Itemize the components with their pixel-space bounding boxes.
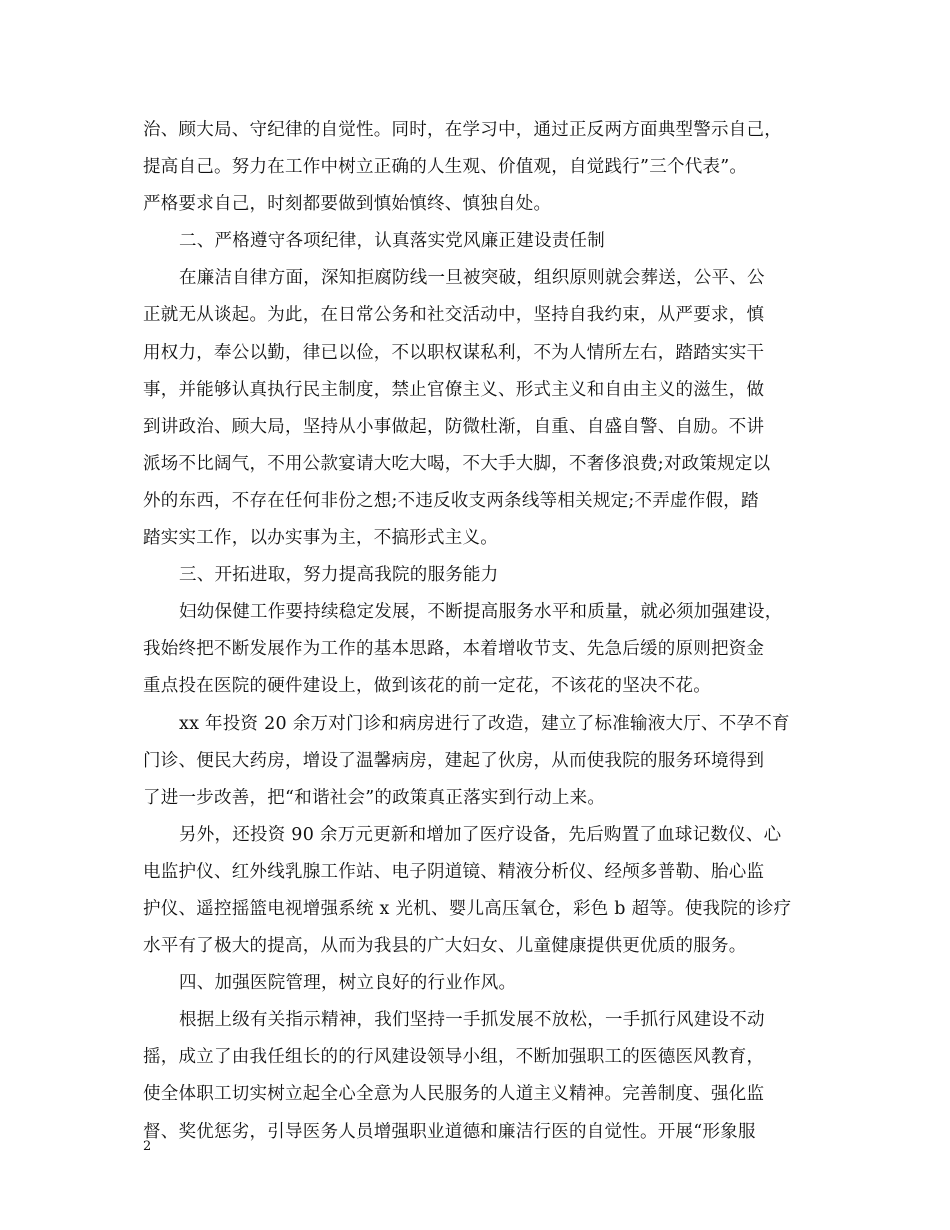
text-line: 正就无从谈起。为此，在日常公务和社交活动中，坚持自我约束，从严要求，慎 (143, 305, 765, 326)
text-line: 门诊、便民大药房，增设了温馨病房，建起了伙房，从而使我院的服务环境得到 (143, 750, 765, 771)
section-heading: 三、开拓进取，努力提高我院的服务能力 (179, 565, 499, 586)
text-line: 派场不比阔气，不用公款宴请大吃大喝，不大手大脚，不奢侈浪费;对政策规定以 (143, 453, 771, 474)
text-line: 提高自己。努力在工作中树立正确的人生观、价值观，自觉践行”三个代表”。 (143, 157, 748, 178)
text-line: 水平有了极大的提高，从而为我县的广大妇女、儿童健康提供更优质的服务。 (143, 936, 747, 957)
section-heading: 二、严格遵守各项纪律，认真落实党风廉正建设责任制 (179, 231, 605, 252)
text-line: 我始终把不断发展作为工作的基本思路，本着增收节支、先急后缓的原则把资金 (143, 639, 765, 660)
text-line: 了进一步改善，把“和谐社会”的政策真正落实到行动上来。 (143, 787, 606, 808)
text-line: 电监护仪、红外线乳腺工作站、电子阴道镜、精液分析仪、经颅多普勒、胎心监 (143, 861, 765, 882)
text-line: 妇幼保健工作要持续稳定发展，不断提高服务水平和质量，就必须加强建设， (179, 602, 783, 623)
text-line: 另外，还投资 90 余万元更新和增加了医疗设备，先后购置了血球记数仪、心 (179, 824, 782, 845)
text-line: 护仪、遥控摇篮电视增强系统 x 光机、婴儿高压氧仓，彩色 b 超等。使我院的诊疗 (143, 898, 792, 919)
text-line: 根据上级有关指示精神，我们坚持一手抓发展不放松，一手抓行风建设不动 (179, 1010, 765, 1031)
text-line: 严格要求自己，时刻都要做到慎始慎终、慎独自处。 (143, 194, 552, 215)
text-line: 到讲政治、顾大局，坚持从小事做起，防微杜渐，自重、自盛自警、自励。不讲 (143, 416, 765, 437)
text-line: 治、顾大局、守纪律的自觉性。同时，在学习中，通过正反两方面典型警示自己， (143, 120, 782, 140)
page-number: 2 (143, 1139, 152, 1154)
text-line: 使全体职工切实树立起全心全意为人民服务的人道主义精神。完善制度、强化监 (143, 1084, 765, 1105)
text-line: 摇，成立了由我任组长的的行风建设领导小组，不断加强职工的医德医风教育， (143, 1047, 765, 1068)
text-line: 用权力，奉公以勤，律已以俭，不以职权谋私利，不为人情所左右，踏踏实实干 (143, 342, 765, 363)
section-heading: 四、加强医院管理，树立良好的行业作风。 (179, 973, 517, 994)
text-line: xx 年投资 20 余万对门诊和病房进行了改造，建立了标准输液大厅、不孕不育 (179, 713, 790, 734)
text-line: 督、奖优惩劣，引导医务人员增强职业道德和廉洁行医的自觉性。开展“形象服 (143, 1121, 756, 1142)
text-line: 在廉洁自律方面，深知拒腐防线一旦被突破，组织原则就会葬送，公平、公 (179, 268, 765, 289)
text-line: 踏实实工作，以办实事为主，不搞形式主义。 (143, 528, 498, 549)
text-line: 重点投在医院的硬件建设上，做到该花的前一定花，不该花的坚决不花。 (143, 676, 711, 697)
document-body (143, 112, 823, 1151)
text-line: 事，并能够认真执行民主制度，禁止官僚主义、形式主义和自由主义的滋生，做 (143, 379, 765, 400)
text-line: 外的东西，不存在任何非份之想;不违反收支两条线等相关规定;不弄虚作假，踏 (143, 490, 759, 511)
